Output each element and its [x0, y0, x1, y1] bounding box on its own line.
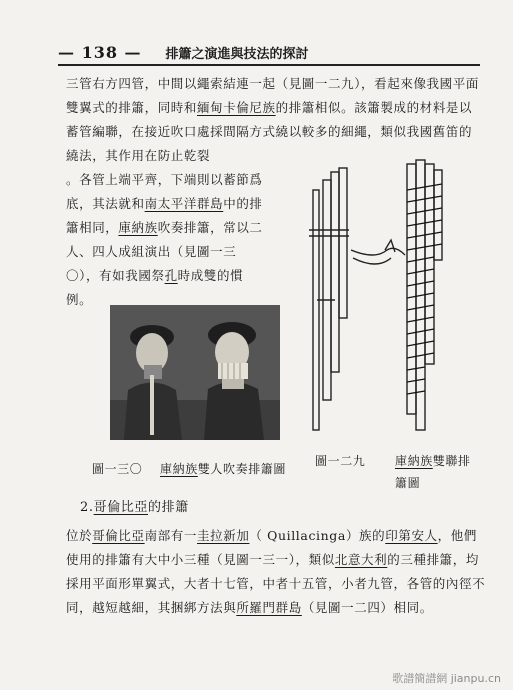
p1-text-2: 的排簫相似。該簫製成的材料是以蓄管編聯，在接近吹口處採間隔方式繞以較多的細繩，類似我國舊笛的繞法，其作用在防止乾裂 — [66, 100, 473, 163]
two-players-photo — [110, 305, 280, 440]
section-heading-2 — [80, 496, 189, 515]
p3-text-2: 南部有一 — [144, 528, 198, 543]
twin-panpipe-drawing — [295, 150, 465, 440]
p2-text-3: 吹奏排簫，常以二人、四人成組演出（見圖一三〇），有如我國祭 — [66, 220, 263, 283]
figure-129-drawing — [295, 150, 465, 440]
section-title-text: 的排簫 — [148, 500, 189, 515]
fig129-caption-underlined: 庫納族 — [395, 454, 433, 468]
p1-text-1: 三管右方四管，中間以繩索結連一起（見圖一二九），看起來像我國平面雙翼式的排簫，同時和 — [66, 76, 479, 115]
p2-underlined-1: 南太平洋群島 — [144, 196, 224, 211]
p3-underlined-1: 哥倫比亞 — [92, 528, 145, 543]
p3-text-1: 位於 — [66, 528, 93, 543]
p3-text-4: ，他們使用的排簫有大中小三種（見圖一三一），類似 — [66, 528, 477, 567]
p2-text-1: 。各管上端平齊，下端則以蓄節爲底，其法就和 — [66, 172, 263, 211]
p3-underlined-5: 所羅門群島 — [236, 600, 302, 615]
p3-text-3: （ Quillacinga）族的 — [249, 528, 386, 543]
watermark: 歌譜簡譜網 jianpu.cn — [392, 672, 501, 685]
p3-underlined-4: 北意大利 — [334, 552, 388, 567]
section-number: 2. — [80, 500, 94, 515]
fig130-caption-underlined: 庫納族 — [160, 462, 198, 476]
page-header — [58, 38, 478, 62]
figure-130-number: 圖一三〇 — [92, 462, 143, 476]
p3-underlined-3: 印第安人 — [385, 528, 438, 543]
p3-underlined-2: 圭拉新加 — [197, 528, 250, 543]
figure-129-caption — [395, 450, 475, 494]
page-number: — 138 — — [58, 43, 142, 62]
fig129-caption-text: 雙聯排簫圖 — [395, 454, 471, 490]
figure-130-caption — [160, 458, 286, 480]
header-rule — [58, 64, 480, 66]
p2-text-4: 時成雙的慣例。 — [66, 268, 244, 307]
p2-underlined-3: 孔 — [164, 268, 178, 283]
p1-underlined-1: 緬甸卡倫尼族 — [197, 100, 276, 115]
figure-129-number: 圖一二九 — [315, 454, 366, 468]
p3-text-5: 的三種排簫，均採用平面形單翼式，大者十七管，中者十五管，小者九管，各管的內徑不同，越短越細，其捆綁方法與 — [66, 552, 486, 615]
paragraph-2 — [66, 168, 266, 312]
p3-text-6: （見圖一二四）相同。 — [301, 600, 433, 615]
running-title: 排簫之演進與技法的探討 — [165, 47, 309, 62]
fig130-caption-text: 雙人吹奏排簫圖 — [197, 462, 287, 476]
figure-130-photo — [110, 305, 280, 440]
section-title-underlined: 哥倫比亞 — [93, 500, 149, 515]
paragraph-3 — [66, 524, 486, 620]
p2-underlined-2: 庫納族 — [118, 220, 158, 235]
p2-text-2: 中的排簫相同， — [66, 196, 263, 235]
